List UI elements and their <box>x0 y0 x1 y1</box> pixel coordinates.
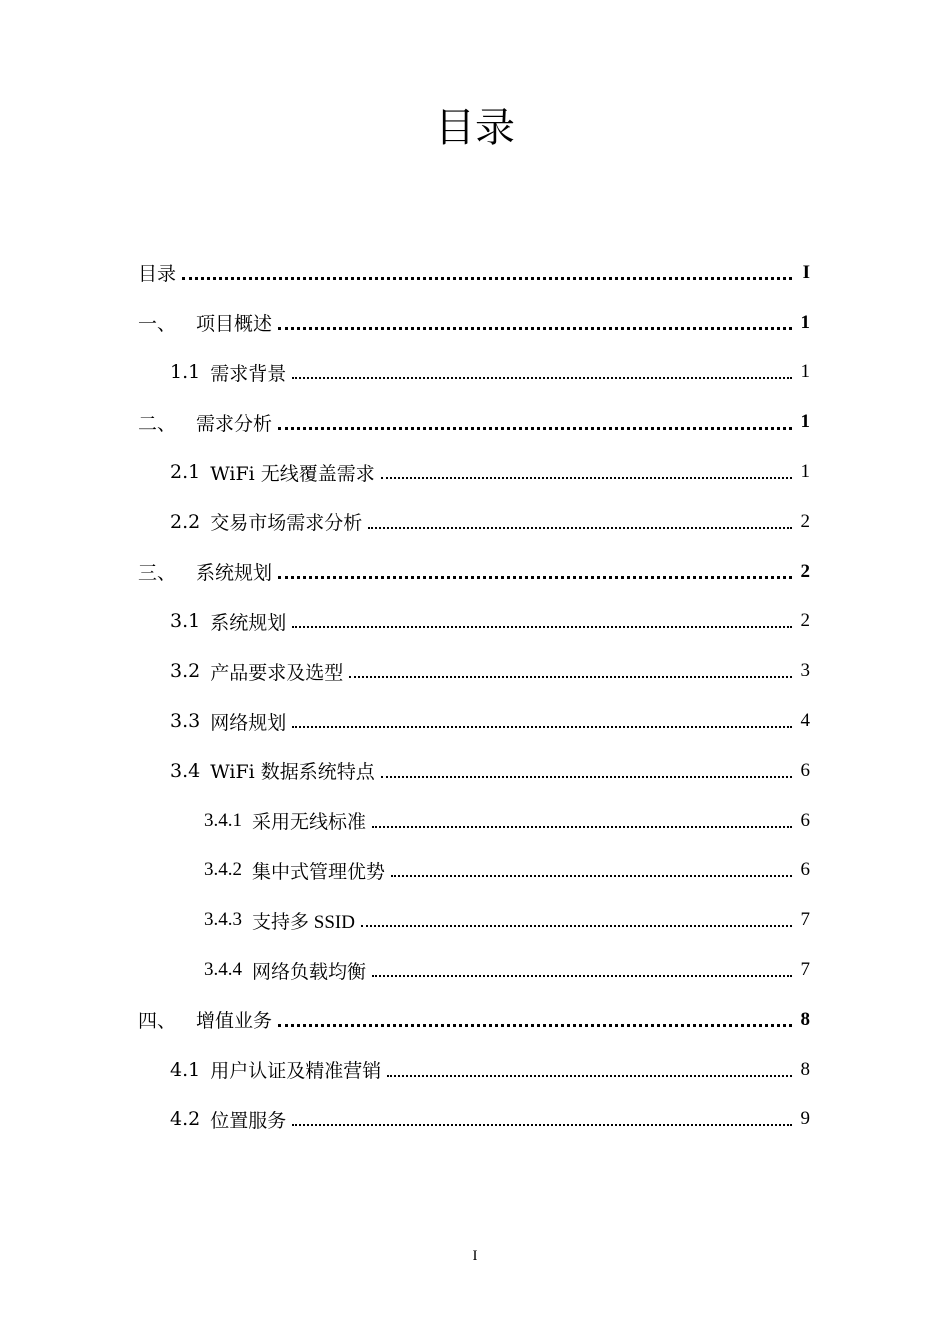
toc-entry[interactable] <box>138 1045 810 1095</box>
toc-dot-leader <box>278 427 792 430</box>
toc-dot-leader <box>368 527 792 529</box>
toc-entry-title: 增值业务 <box>196 1010 273 1033</box>
toc-entry-number: 2.1 <box>170 461 201 484</box>
toc-dot-leader <box>372 826 792 828</box>
toc-entry-title: 目录 <box>138 263 177 286</box>
toc-dot-leader <box>349 676 792 678</box>
toc-entry[interactable] <box>138 646 810 696</box>
toc-entry[interactable] <box>138 298 810 348</box>
toc-entry-title: 需求分析 <box>196 412 273 435</box>
toc-entry-number: 3.4.2 <box>204 859 242 881</box>
toc-entry-title: 交易市场需求分析 <box>210 512 363 535</box>
toc-entry-page: 7 <box>800 959 810 981</box>
page-title: 目录 <box>435 105 515 151</box>
toc-entry-number: 一、 <box>138 313 177 336</box>
toc-entry-page: 6 <box>800 759 810 781</box>
toc-entry-page: 1 <box>800 311 810 333</box>
toc-entry-number: 3.3 <box>170 710 201 733</box>
toc-entry-number: 4.2 <box>170 1108 201 1131</box>
page-number: I <box>472 1248 478 1264</box>
toc-dot-leader <box>292 377 792 379</box>
toc-entry-page: 2 <box>800 560 810 582</box>
toc-dot-leader <box>278 1024 792 1027</box>
toc-dot-leader <box>292 1124 792 1126</box>
toc-entry-title: 需求背景 <box>210 362 287 385</box>
toc-dot-leader <box>278 327 792 330</box>
toc-entry[interactable] <box>138 547 810 597</box>
toc-entry[interactable] <box>138 1095 810 1145</box>
toc-entry-number: 4.1 <box>170 1058 201 1081</box>
toc-entry[interactable] <box>138 397 810 447</box>
toc-entry-title: WiFi 数据系统特点 <box>210 761 375 784</box>
toc-entry[interactable] <box>138 348 810 398</box>
toc-entry-title: 支持多 SSID <box>252 911 355 933</box>
toc-dot-leader <box>381 477 792 479</box>
toc-entry-page: 6 <box>800 859 810 881</box>
toc-entry-page: 1 <box>800 361 810 383</box>
toc-entry-number: 3.4.4 <box>204 959 242 981</box>
toc-entry-page: 4 <box>800 710 810 732</box>
toc-entry-title: 用户认证及精准营销 <box>210 1060 382 1083</box>
toc-dot-leader <box>278 576 792 579</box>
toc-entry-number: 3.4 <box>170 759 201 782</box>
toc-entry-page: 1 <box>800 411 810 433</box>
toc-entry-page: 9 <box>800 1108 810 1130</box>
toc-entry-title: 位置服务 <box>210 1109 287 1132</box>
toc-entry-number: 3.4.3 <box>204 909 242 931</box>
toc-entry-number: 3.1 <box>170 610 201 633</box>
toc-dot-leader <box>372 975 792 977</box>
toc-entry-title: 集中式管理优势 <box>252 861 386 883</box>
toc-entry[interactable] <box>138 796 810 846</box>
toc-entry-title: 网络负载均衡 <box>252 961 367 983</box>
toc-entry-page: 3 <box>800 660 810 682</box>
toc-entry-number: 3.4.1 <box>204 809 242 831</box>
toc-entry[interactable] <box>138 846 810 896</box>
toc-entry-page: I <box>802 261 810 283</box>
toc-dot-leader <box>391 875 792 877</box>
toc-entry[interactable] <box>138 597 810 647</box>
toc-entry-page: 1 <box>800 461 810 483</box>
toc-entry[interactable] <box>138 945 810 995</box>
toc-entry-page: 7 <box>800 909 810 931</box>
toc-entry-title: 采用无线标准 <box>252 812 367 834</box>
toc-entry-page: 2 <box>800 610 810 632</box>
toc-dot-leader <box>292 726 792 728</box>
toc-entry-number: 3.2 <box>170 660 201 683</box>
toc-entry[interactable] <box>138 447 810 497</box>
toc-entry-page: 8 <box>800 1058 810 1080</box>
table-of-contents <box>138 248 810 1144</box>
toc-entry[interactable] <box>138 696 810 746</box>
toc-entry[interactable] <box>138 746 810 796</box>
toc-entry-title: 网络规划 <box>210 711 287 734</box>
toc-dot-leader <box>387 1075 792 1077</box>
toc-entry-page: 8 <box>800 1008 810 1030</box>
toc-dot-leader <box>292 626 792 628</box>
toc-entry[interactable] <box>138 248 810 298</box>
toc-entry-number: 四、 <box>138 1010 177 1033</box>
toc-entry-title: WiFi 无线覆盖需求 <box>210 462 375 485</box>
toc-entry[interactable] <box>138 995 810 1045</box>
toc-entry[interactable] <box>138 497 810 547</box>
toc-entry-number: 2.2 <box>170 510 201 533</box>
toc-entry-title: 系统规划 <box>196 562 273 585</box>
toc-entry-title: 产品要求及选型 <box>210 661 344 684</box>
toc-entry[interactable] <box>138 895 810 945</box>
toc-entry-number: 二、 <box>138 412 177 435</box>
toc-entry-page: 2 <box>800 510 810 532</box>
toc-entry-page: 6 <box>800 809 810 831</box>
toc-entry-title: 项目概述 <box>196 313 273 336</box>
toc-entry-number: 1.1 <box>170 361 201 384</box>
toc-dot-leader <box>182 277 792 280</box>
toc-dot-leader <box>361 925 792 927</box>
toc-dot-leader <box>381 776 792 778</box>
toc-entry-number: 三、 <box>138 562 177 585</box>
toc-entry-title: 系统规划 <box>210 611 287 634</box>
